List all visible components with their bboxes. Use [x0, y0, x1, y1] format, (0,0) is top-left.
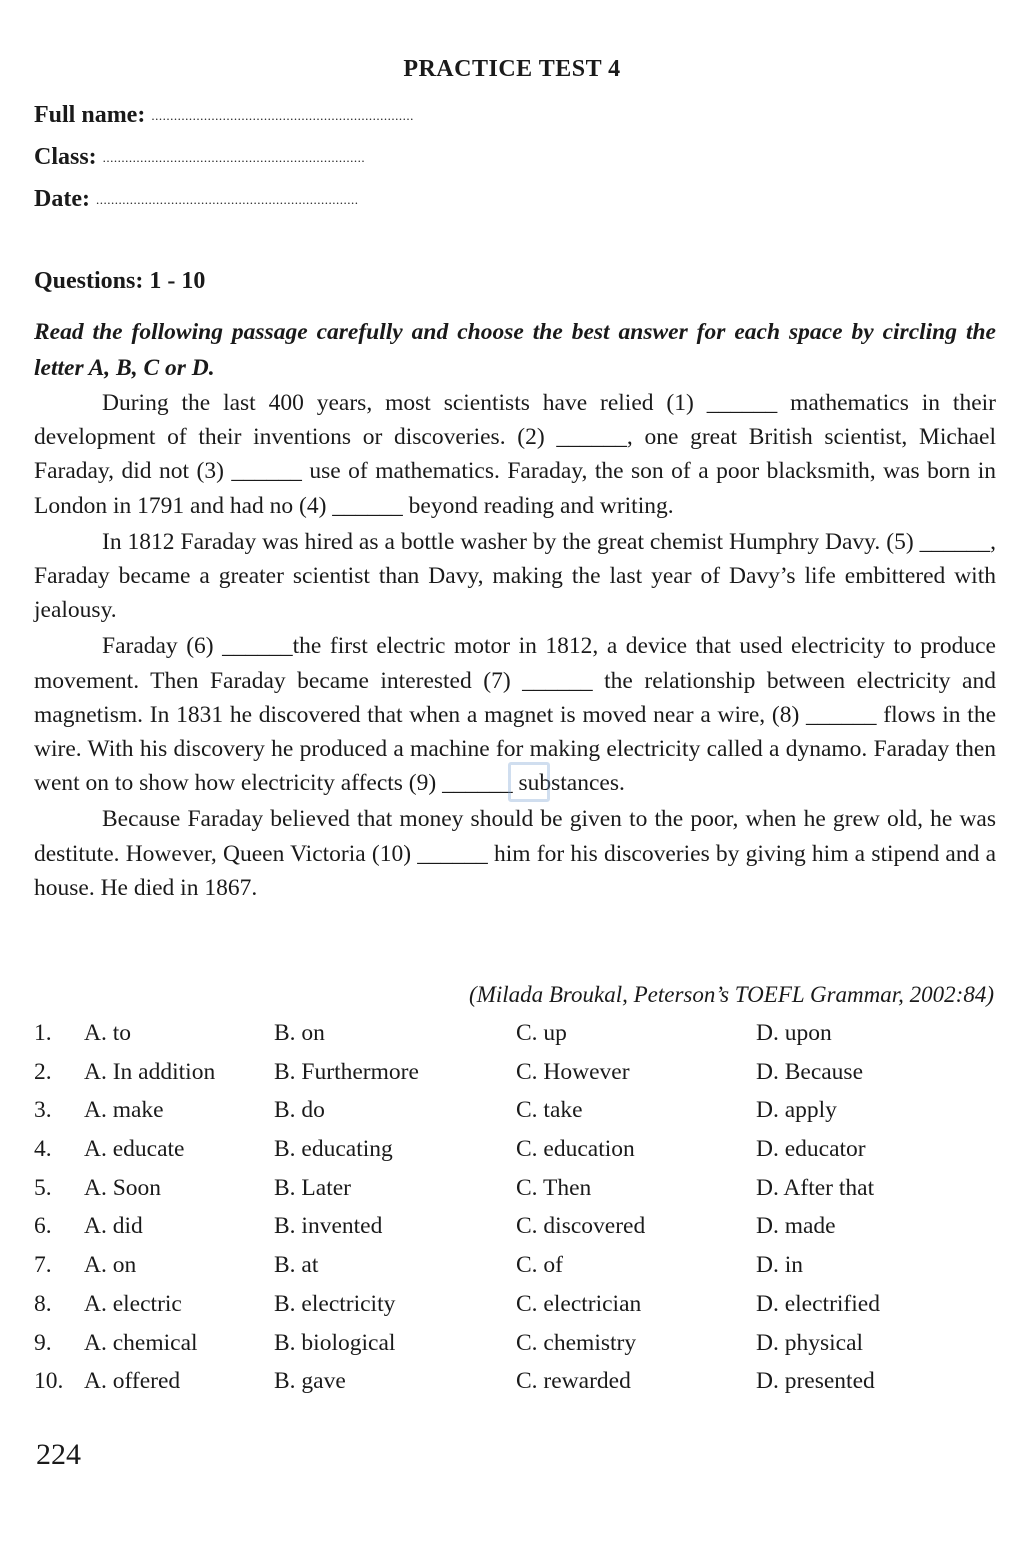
option-row-8	[34, 1291, 996, 1330]
date-label: Date:	[34, 186, 90, 212]
option-row-9	[34, 1330, 996, 1369]
option-b: B. at	[274, 1252, 319, 1279]
reading-passage	[34, 386, 996, 907]
option-c: C. take	[516, 1097, 583, 1124]
option-d: D. presented	[756, 1368, 875, 1395]
option-c: C. electrician	[516, 1290, 642, 1317]
option-c: C. rewarded	[516, 1368, 631, 1395]
option-row-7	[34, 1252, 996, 1291]
class-field	[34, 144, 494, 171]
option-b: B. do	[274, 1097, 325, 1124]
option-a: A. to	[84, 1020, 131, 1046]
watermark-box-icon	[508, 762, 550, 802]
option-d: D. made	[756, 1213, 836, 1240]
class-dots: ......................................................................	[102, 150, 366, 165]
option-a: A. educate	[84, 1136, 185, 1163]
option-b: B. electricity	[274, 1290, 396, 1317]
option-b: B. gave	[274, 1368, 346, 1395]
option-b: B. invented	[274, 1213, 383, 1240]
question-number: 4.	[34, 1136, 52, 1163]
option-row-6	[34, 1213, 996, 1252]
question-number: 9.	[34, 1329, 52, 1356]
full-name-dots: ......................................................................	[151, 108, 414, 123]
option-c: C. However	[516, 1058, 630, 1085]
option-c: C. education	[516, 1136, 635, 1163]
option-a: A. offered	[84, 1368, 181, 1395]
full-name-label: Full name:	[34, 102, 146, 128]
option-row-3	[34, 1097, 996, 1136]
option-d: D. Because	[756, 1058, 864, 1085]
passage-paragraph-2: In 1812 Faraday was hired as a bottle washer by the great chemist Humphry Davy. (5) ______, Faraday became a greater scientist than Davy, making the last year of Davy’s life embittered with jealousy.	[34, 528, 996, 624]
date-dots: ......................................................................	[95, 192, 359, 207]
citation: (Milada Broukal, Peterson’s TOEFL Grammar, 2002:84)	[469, 982, 994, 1007]
option-b: B. biological	[274, 1329, 396, 1356]
option-d: D. electrified	[756, 1290, 880, 1317]
full-name-field	[34, 102, 494, 129]
passage-paragraph-4: Because Faraday believed that money should be given to the poor, when he grew old, he was destitute. However, Queen Victoria (10) ______ him for his discoveries by giving him a stipend and a house. He died in 1867.	[34, 806, 996, 901]
option-c: C. Then	[516, 1174, 592, 1201]
passage-paragraph-3: Faraday (6) ______the first electric motor in 1812, a device that used electricity to produce movement. Then Faraday became interested (7) ______ the relationship between electricity and magnetism. In 1831 he discovered that when a magnet is moved near a wire, (8) ______ flows in the wire. With his discovery he produced a machine for making electricity called a dynamo. Faraday then went on to show how electricity affects (9) ______ substances.	[34, 633, 996, 797]
option-row-1	[34, 1020, 996, 1059]
instructions: Read the following passage carefully and choose the best answer for each space by circling the letter A, B, C or D.	[34, 319, 996, 381]
option-c: C. up	[516, 1020, 567, 1046]
option-a: A. on	[84, 1252, 137, 1279]
question-number: 10.	[34, 1368, 64, 1395]
question-number: 8.	[34, 1290, 52, 1317]
option-c: C. of	[516, 1252, 563, 1279]
question-number: 1.	[34, 1020, 52, 1046]
option-c: C. chemistry	[516, 1329, 637, 1356]
question-number: 5.	[34, 1174, 52, 1201]
option-row-4	[34, 1136, 996, 1175]
option-d: D. in	[756, 1252, 803, 1279]
option-row-10	[34, 1368, 996, 1407]
option-a: A. Soon	[84, 1174, 162, 1201]
question-number: 2.	[34, 1058, 52, 1085]
option-a: A. make	[84, 1097, 164, 1124]
answer-options	[34, 1020, 996, 1407]
option-d: D. upon	[756, 1020, 832, 1046]
option-b: B. Furthermore	[274, 1058, 419, 1085]
option-b: B. educating	[274, 1136, 393, 1163]
question-number: 7.	[34, 1252, 52, 1279]
option-a: A. In addition	[84, 1058, 216, 1085]
page-title: PRACTICE TEST 4	[403, 56, 621, 82]
option-d: D. physical	[756, 1329, 864, 1356]
option-d: D. After that	[756, 1174, 875, 1201]
option-a: A. electric	[84, 1290, 182, 1317]
question-number: 3.	[34, 1097, 52, 1124]
option-a: A. chemical	[84, 1329, 198, 1356]
option-row-2	[34, 1059, 996, 1098]
passage-paragraph-1: During the last 400 years, most scientists have relied (1) ______ mathematics in their development of their inventions or discoveries. (2) ______, one great British scientist, Michael Faraday, did not (3) ______ use of mathematics. Faraday, the son of a poor blacksmith, was born in London in 1791 and had no (4) ______ beyond reading and writing.	[34, 390, 996, 519]
questions-heading: Questions: 1 - 10	[34, 268, 206, 294]
option-b: B. on	[274, 1020, 325, 1046]
option-b: B. Later	[274, 1174, 351, 1201]
class-label: Class:	[34, 144, 97, 170]
option-c: C. discovered	[516, 1213, 646, 1240]
option-d: D. apply	[756, 1097, 837, 1124]
watermark-logo	[412, 756, 622, 802]
option-row-5	[34, 1175, 996, 1214]
option-d: D. educator	[756, 1136, 866, 1163]
date-field	[34, 186, 494, 213]
option-a: A. did	[84, 1213, 143, 1240]
page-number: 224	[36, 1438, 81, 1471]
question-number: 6.	[34, 1213, 52, 1240]
